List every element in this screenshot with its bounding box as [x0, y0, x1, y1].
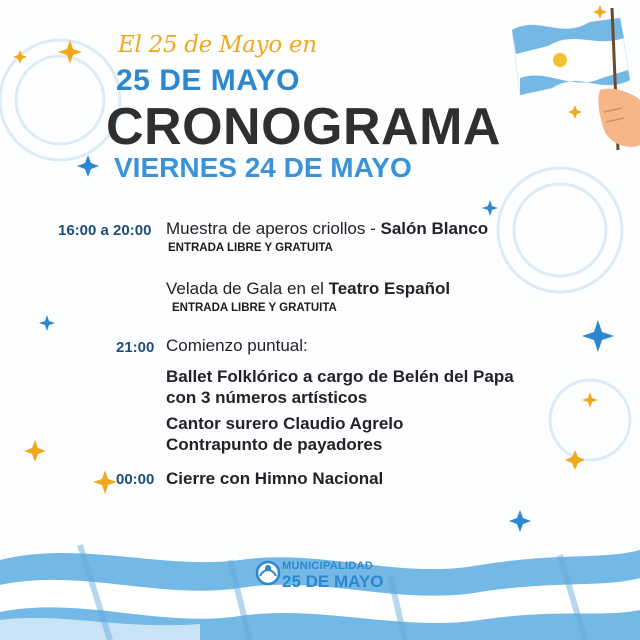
schedule-time: 21:00 [116, 339, 155, 356]
schedule-time: 16:00 a 20:00 [58, 222, 152, 239]
schedule-activity [166, 219, 488, 239]
schedule-activity-line: Contrapunto de payadores [166, 435, 383, 454]
entry-note: ENTRADA LIBRE Y GRATUITA [172, 302, 337, 314]
header-kicker: El 25 de Mayo en [118, 32, 317, 58]
schedule-activity-line: Ballet Folklórico a cargo de Belén del Papa [166, 367, 514, 386]
activity-venue: Teatro Español [328, 279, 451, 298]
sun-of-may-icon [553, 53, 567, 67]
entry-note: ENTRADA LIBRE Y GRATUITA [168, 242, 333, 254]
schedule-activity: Cierre con Himno Nacional [166, 469, 384, 488]
event-date: VIERNES 24 DE MAYO [114, 152, 412, 183]
page-title: CRONOGRAMA [106, 98, 501, 156]
activity-text: Velada de Gala en el [166, 279, 329, 298]
logo-line-1: MUNICIPALIDAD [282, 560, 374, 572]
schedule-activity-line: Cantor surero Claudio Agrelo [166, 414, 404, 433]
activity-text: Muestra de aperos criollos - [166, 219, 381, 238]
argentine-flag-icon [512, 8, 640, 150]
header-city: 25 DE MAYO [116, 64, 300, 97]
schedule-activity [166, 279, 450, 299]
schedule-activity-line: con 3 números artísticos [166, 388, 368, 407]
logo-line-2: 25 DE MAYO [282, 572, 384, 591]
schedule-time: 00:00 [116, 471, 155, 488]
activity-venue: Salón Blanco [380, 219, 489, 238]
schedule-activity: Comienzo puntual: [166, 336, 308, 355]
